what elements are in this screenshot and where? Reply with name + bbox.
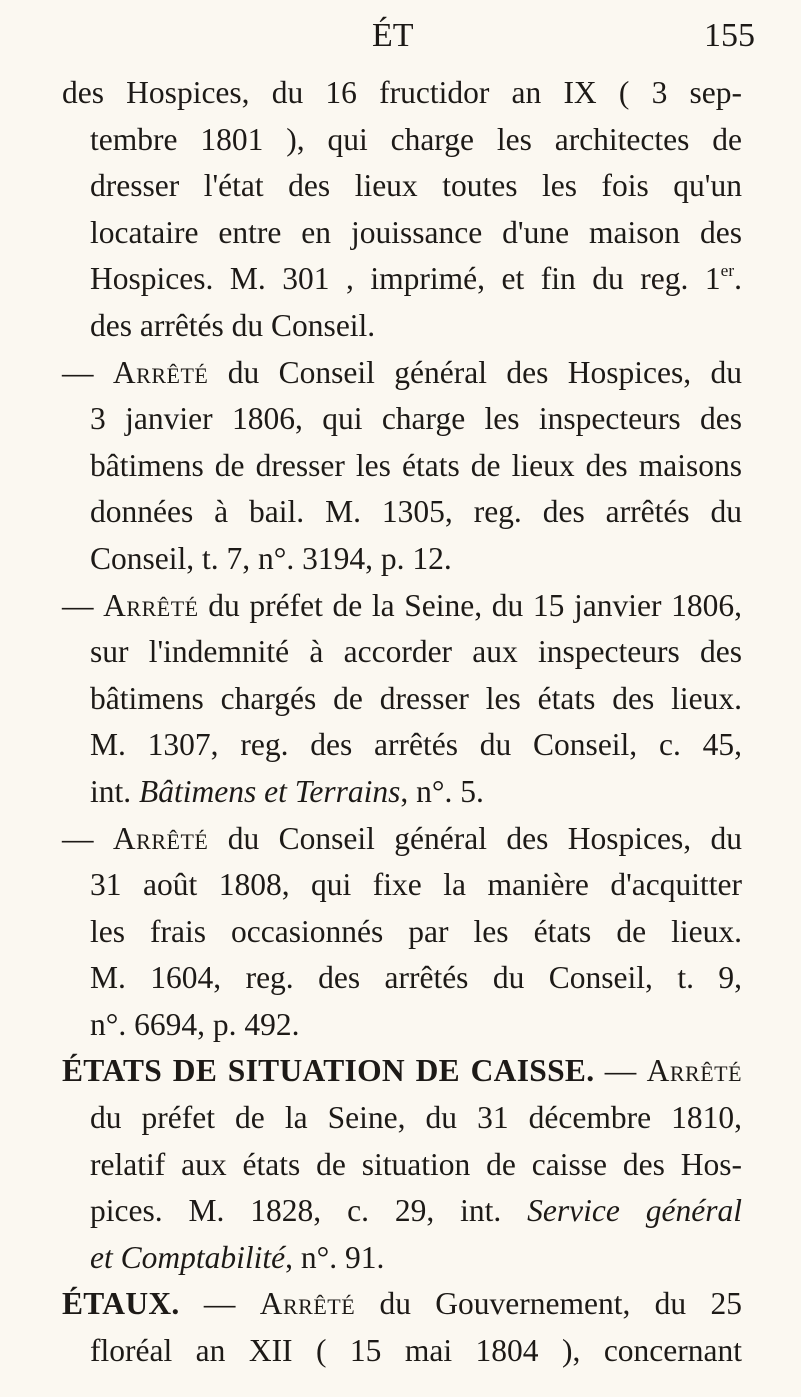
text-span: — [62, 820, 113, 856]
text-span: — [179, 1286, 260, 1322]
text-span: tembre 1801 ), qui charge les architectes de [90, 121, 742, 157]
section-heading: ÉTAUX. [62, 1286, 180, 1322]
text-line [62, 629, 742, 676]
text-span: les frais occasionnés par les états de lieux. [90, 913, 742, 949]
text-line [62, 1188, 742, 1235]
text-line [62, 722, 742, 769]
text-span: — [62, 587, 104, 623]
italic-text: Bâtimens et Terrains [139, 773, 401, 809]
text-span: Hospices. M. 301 , imprimé, et fin du reg. 1 [90, 261, 721, 297]
text-span: 3 janvier 1806, qui charge les inspecteurs des [90, 401, 742, 437]
text-span: n°. 6694, p. 492. [90, 1006, 300, 1042]
text-span: locataire entre en jouissance d'une maison des [90, 214, 742, 250]
entry-keyword: Arrêté [259, 1286, 356, 1322]
text-span: du préfet de la Seine, du 15 janvier 1806, [198, 587, 742, 623]
text-line [62, 489, 742, 536]
italic-text: Service général [527, 1193, 742, 1229]
text-span: du préfet de la Seine, du 31 décembre 1810, [90, 1100, 742, 1136]
entry-keyword: Arrêté [646, 1053, 743, 1089]
text-span: du Conseil général des Hospices, du [208, 354, 742, 390]
section-heading-line [62, 1048, 742, 1095]
text-span: bâtimens de dresser les états de lieux des maisons [90, 447, 742, 483]
text-line [62, 443, 742, 490]
entry-keyword: Arrêté [103, 587, 199, 623]
text-line [62, 117, 742, 164]
text-span: du Conseil général des Hospices, du [208, 820, 742, 856]
text-span: Conseil, t. 7, n°. 3194, p. 12. [90, 540, 452, 576]
text-line [62, 955, 742, 1002]
text-line [62, 210, 742, 257]
text-span: pices. M. 1828, c. 29, int. [90, 1193, 528, 1229]
text-span: M. 1307, reg. des arrêtés du Conseil, c. 45, [90, 727, 742, 763]
entry-first-line [62, 816, 742, 863]
text-span: données à bail. M. 1305, reg. des arrêtés du [90, 494, 742, 530]
text-line [62, 70, 742, 117]
text-span: 31 août 1808, qui fixe la manière d'acquitter [90, 867, 742, 903]
running-head [0, 8, 801, 64]
entry-first-line [62, 350, 742, 397]
text-span: — [62, 354, 113, 390]
text-span: , n°. 5. [400, 773, 484, 809]
text-line [62, 536, 742, 583]
text-line [62, 862, 742, 909]
text-span: relatif aux états de situation de caisse des Hos- [90, 1146, 742, 1182]
text-span: M. 1604, reg. des arrêtés du Conseil, t. 9, [90, 960, 742, 996]
text-span: des Hospices, du 16 fructidor an IX ( 3 sep- [62, 75, 742, 110]
text-span: des arrêtés du Conseil. [90, 307, 376, 343]
running-head-title: ÉT [372, 17, 414, 54]
text-span: — [594, 1053, 647, 1089]
section-heading: ÉTATS DE SITUATION DE CAISSE. [62, 1053, 595, 1089]
superscript: er [720, 261, 735, 281]
entry-first-line [62, 583, 742, 630]
text-line [62, 163, 742, 210]
section-heading-line [62, 1281, 742, 1328]
text-line [62, 1235, 742, 1282]
text-span: , n°. 91. [285, 1239, 385, 1275]
text-line [62, 303, 742, 350]
text-span: floréal an XII ( 15 mai 1804 ), concernant [90, 1333, 742, 1369]
page-number: 155 [704, 17, 755, 54]
text-span: dresser l'état des lieux toutes les fois qu'un [90, 168, 742, 204]
italic-text: et Comptabilité [90, 1239, 286, 1275]
text-line [62, 1328, 742, 1375]
text-span: du Gouvernement, du 25 [355, 1286, 743, 1322]
text-line [62, 676, 742, 723]
entry-keyword: Arrêté [112, 354, 209, 390]
text-line [62, 256, 742, 303]
body-text [62, 70, 742, 1375]
text-line [62, 909, 742, 956]
text-span: int. [90, 773, 140, 809]
text-line [62, 1002, 742, 1049]
text-line [62, 769, 742, 816]
text-span: sur l'indemnité à accorder aux inspecteurs des [90, 634, 742, 670]
entry-keyword: Arrêté [112, 820, 209, 856]
text-span: bâtimens chargés de dresser les états des lieux. [90, 680, 742, 716]
text-line [62, 396, 742, 443]
text-line [62, 1095, 742, 1142]
text-line [62, 1142, 742, 1189]
text-span: . [734, 261, 742, 297]
